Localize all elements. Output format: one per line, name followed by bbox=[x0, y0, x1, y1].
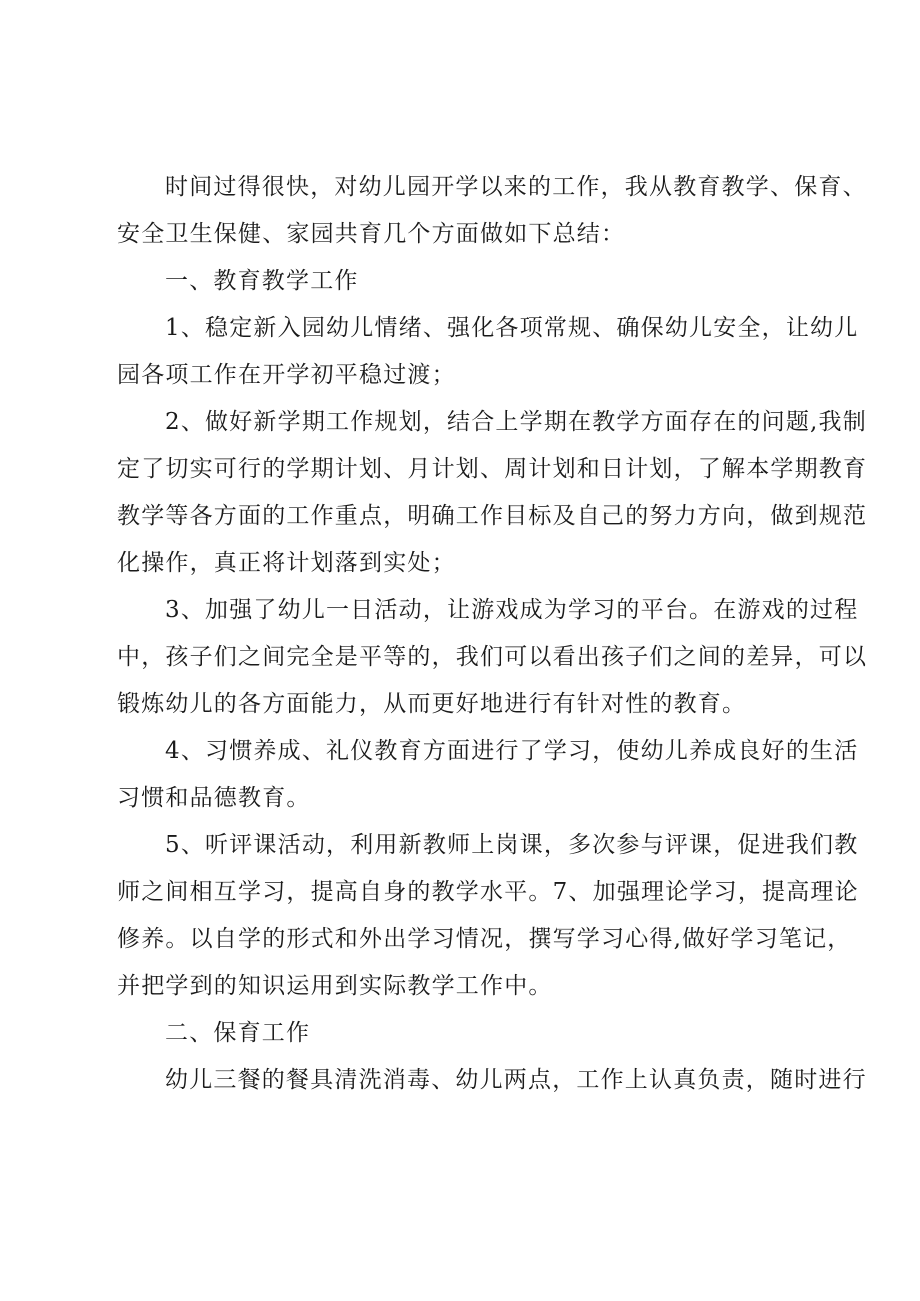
text-line-15: 5、听评课活动，利用新教师上岗课，多次参与评课，促进我们教 bbox=[165, 832, 859, 858]
text-line-13: 4、习惯养成、礼仪教育方面进行了学习，使幼儿养成良好的生活 bbox=[165, 738, 859, 764]
text-line-17: 修养。以自学的形式和外出学习情况，撰写学习心得,做好学习笔记， bbox=[117, 926, 852, 952]
text-line-5: 园各项工作在开学初平稳过渡； bbox=[117, 362, 456, 388]
text-line-12: 锻炼幼儿的各方面能力，从而更好地进行有针对性的教育。 bbox=[117, 691, 747, 717]
text-line-16: 师之间相互学习，提高自身的教学水平。7、加强理论学习，提高理论 bbox=[117, 879, 859, 905]
text-line-1: 时间过得很快，对幼儿园开学以来的工作，我从教育教学、保育、 bbox=[165, 174, 867, 200]
section-heading-teaching: 一、教育教学工作 bbox=[165, 268, 359, 294]
text-line-14: 习惯和品德教育。 bbox=[117, 785, 311, 811]
text-line-10: 3、加强了幼儿一日活动，让游戏成为学习的平台。在游戏的过程 bbox=[165, 597, 859, 623]
text-line-18: 并把学到的知识运用到实际教学工作中。 bbox=[117, 973, 553, 999]
text-line-6: 2、做好新学期工作规划，结合上学期在教学方面存在的问题,我制 bbox=[165, 409, 867, 435]
text-line-20: 幼儿三餐的餐具清洗消毒、幼儿两点，工作上认真负责，随时进行 bbox=[165, 1067, 867, 1093]
text-line-2: 安全卫生保健、家园共育几个方面做如下总结： bbox=[117, 221, 626, 247]
section-heading-care: 二、保育工作 bbox=[165, 1020, 311, 1046]
text-line-4: 1、稳定新入园幼儿情绪、强化各项常规、确保幼儿安全，让幼儿 bbox=[165, 315, 859, 341]
text-line-7: 定了切实可行的学期计划、月计划、周计划和日计划，了解本学期教育 bbox=[117, 456, 868, 482]
document-body bbox=[117, 164, 868, 1104]
text-line-8: 教学等各方面的工作重点，明确工作目标及自己的努力方向，做到规范 bbox=[117, 503, 868, 529]
text-line-11: 中，孩子们之间完全是平等的，我们可以看出孩子们之间的差异，可以 bbox=[117, 644, 868, 670]
text-line-9: 化操作，真正将计划落到实处； bbox=[117, 550, 456, 576]
